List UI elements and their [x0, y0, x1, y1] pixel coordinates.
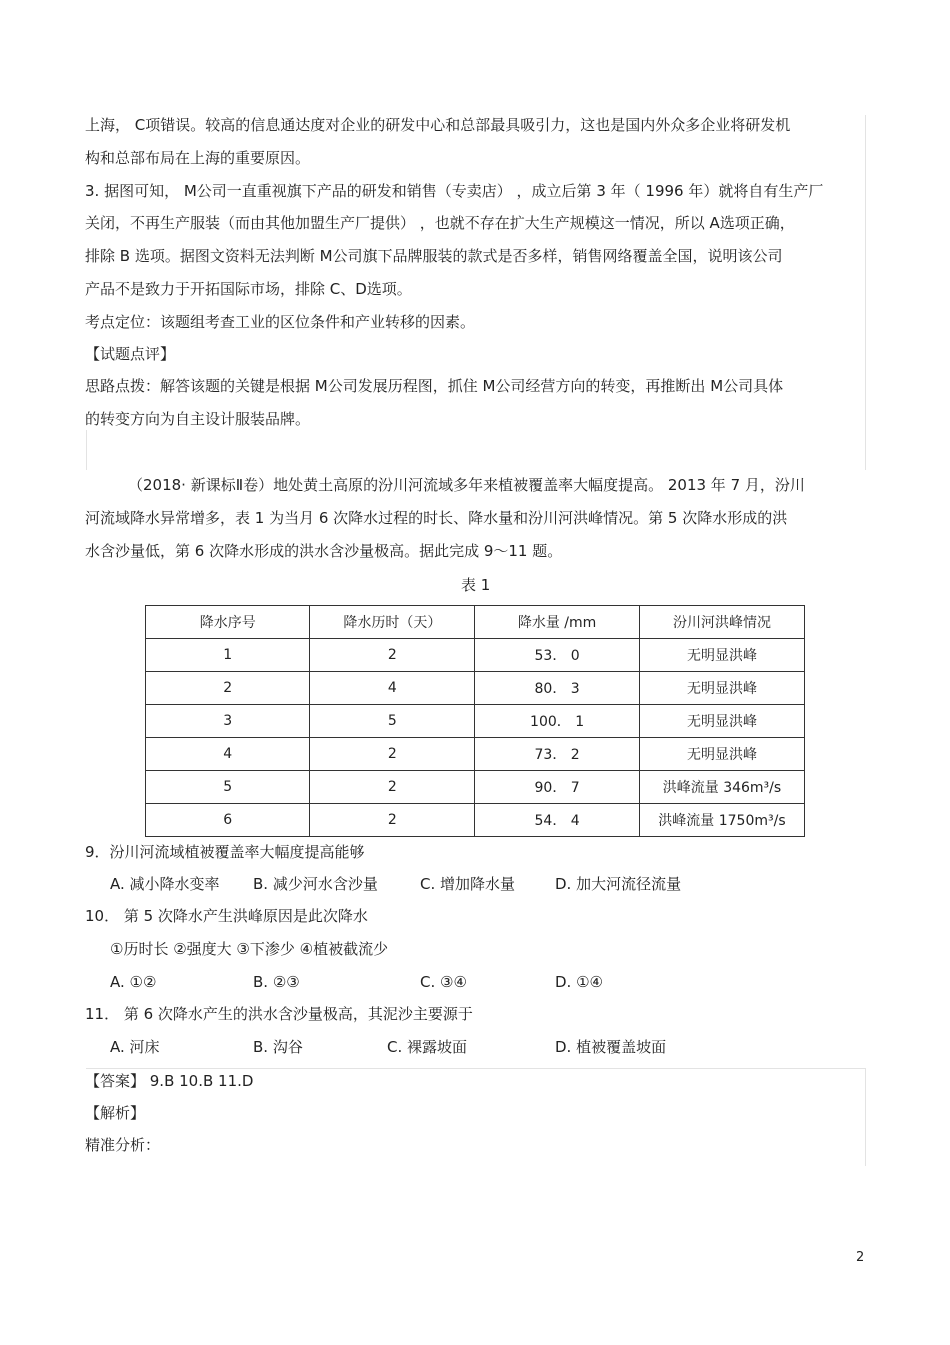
comment-heading: 【试题点评】	[85, 345, 176, 363]
table-cell: 2	[146, 672, 310, 705]
option-b[interactable]: B. 减少河水含沙量	[253, 875, 378, 893]
table-cell: 90． 7	[475, 771, 640, 804]
frame-right-bottom	[865, 1068, 866, 1166]
table-cell: 2	[310, 804, 475, 837]
precise-analysis-label: 精准分析：	[85, 1136, 161, 1154]
option-b[interactable]: B. ②③	[253, 973, 300, 991]
question-stem: 9．汾川河流域植被覆盖率大幅度提高能够	[85, 843, 365, 861]
table-cell: 6	[146, 804, 310, 837]
table-cell: 洪峰流量 346m³/s	[639, 771, 804, 804]
table-cell: 2	[310, 738, 475, 771]
table-row	[146, 771, 805, 804]
header-cell: 降水量 /mm	[475, 606, 640, 639]
table-cell: 80． 3	[475, 672, 640, 705]
answer-line: 【答案】 9.B 10.B 11.D	[85, 1072, 254, 1090]
header-cell: 汾川河洪峰情况	[639, 606, 804, 639]
table-cell: 无明显洪峰	[639, 672, 804, 705]
intro-line: 河流域降水异常增多，表 1 为当月 6 次降水过程的时长、降水量和汾川河洪峰情况。第 5 次降水形成的洪	[85, 509, 788, 527]
option-d[interactable]: D. ①④	[555, 973, 603, 991]
table-cell: 5	[146, 771, 310, 804]
frame-right-top	[865, 115, 866, 470]
option-c[interactable]: C. 增加降水量	[420, 875, 516, 893]
analysis-line: 排除 B 选项。据图文资料无法判断 M公司旗下品牌服装的款式是否多样，销售网络覆盖全国，说明该公司	[85, 247, 783, 265]
analysis-line: 关闭，不再生产服装（而由其他加盟生产厂提供） ，也就不存在扩大生产规模这一情况，所以 A选项正确，	[85, 214, 795, 232]
exam-point: 考点定位：该题组考查工业的区位条件和产业转移的因素。	[85, 313, 476, 331]
page-number: 2	[856, 1250, 865, 1265]
table-header-row	[146, 606, 805, 639]
table-row	[146, 639, 805, 672]
header-cell: 降水序号	[146, 606, 310, 639]
table-cell: 4	[146, 738, 310, 771]
intro-line: 水含沙量低，第 6 次降水形成的洪水含沙量极高。据此完成 9～11 题。	[85, 542, 563, 560]
table-cell: 53． 0	[475, 639, 640, 672]
table-cell: 3	[146, 705, 310, 738]
analysis-heading: 【解析】	[85, 1104, 146, 1122]
option-d[interactable]: D. 植被覆盖坡面	[555, 1038, 667, 1056]
tips-line: 思路点拨：解答该题的关键是根据 M公司发展历程图，抓住 M公司经营方向的转变，再推断出 M公司具体	[85, 377, 784, 395]
table-row	[146, 705, 805, 738]
option-a[interactable]: A. 减小降水变率	[110, 875, 220, 893]
table-row	[146, 738, 805, 771]
table-cell: 2	[310, 771, 475, 804]
analysis-line: 产品不是致力于开拓国际市场，排除 C、D选项。	[85, 280, 412, 298]
rainfall-table	[145, 605, 805, 837]
analysis-line: 3. 据图可知， M公司一直重视旗下产品的研发和销售（专卖店） ，成立后第 3 年（ 1996 年）就将自有生产厂	[85, 182, 824, 200]
table-row	[146, 804, 805, 837]
tips-line: 的转变方向为自主设计服装品牌。	[85, 410, 311, 428]
table-cell: 100． 1	[475, 705, 640, 738]
table-cell: 洪峰流量 1750m³/s	[639, 804, 804, 837]
analysis-line: 上海， C项错误。较高的信息通达度对企业的研发中心和总部最具吸引力，这也是国内外众多企业将研发机	[85, 116, 791, 134]
table-cell: 无明显洪峰	[639, 738, 804, 771]
table-cell: 73． 2	[475, 738, 640, 771]
frame-left-top	[86, 430, 87, 470]
table-caption: 表 1	[461, 576, 491, 594]
header-cell: 降水历时（天）	[310, 606, 475, 639]
question-sub-items: ①历时长 ②强度大 ③下渗少 ④植被截流少	[110, 940, 389, 958]
frame-top-bottom	[86, 1068, 866, 1069]
table-cell: 2	[310, 639, 475, 672]
question-stem: 10． 第 5 次降水产生洪峰原因是此次降水	[85, 907, 368, 925]
table-cell: 5	[310, 705, 475, 738]
option-d[interactable]: D. 加大河流径流量	[555, 875, 682, 893]
option-c[interactable]: C. 裸露坡面	[387, 1038, 468, 1056]
option-a[interactable]: A. ①②	[110, 973, 157, 991]
option-b[interactable]: B. 沟谷	[253, 1038, 303, 1056]
analysis-line: 构和总部布局在上海的重要原因。	[85, 149, 311, 167]
table-row	[146, 672, 805, 705]
table-cell: 1	[146, 639, 310, 672]
table-cell: 无明显洪峰	[639, 639, 804, 672]
table-cell: 无明显洪峰	[639, 705, 804, 738]
question-stem: 11． 第 6 次降水产生的洪水含沙量极高，其泥沙主要源于	[85, 1005, 473, 1023]
intro-line: （2018· 新课标Ⅱ卷）地处黄土高原的汾川河流域多年来植被覆盖率大幅度提高。 2013 年 7 月，汾川	[128, 476, 805, 494]
option-c[interactable]: C. ③④	[420, 973, 467, 991]
table-cell: 4	[310, 672, 475, 705]
option-a[interactable]: A. 河床	[110, 1038, 160, 1056]
table-cell: 54． 4	[475, 804, 640, 837]
